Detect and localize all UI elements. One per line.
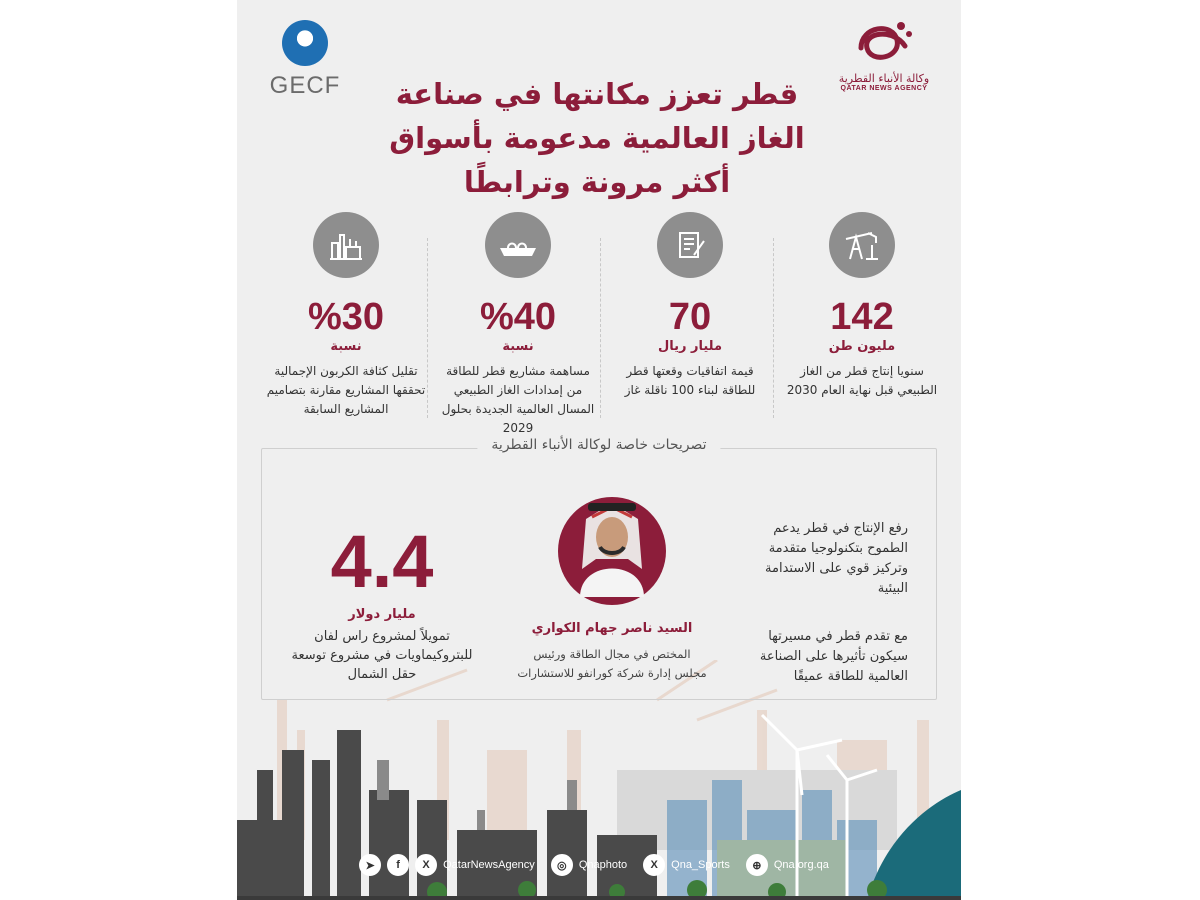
gecf-logo-text: GECF [269,72,341,99]
stat-description: مساهمة مشاريع قطر للطاقة من إمدادات الغاز الطبيعي المسال العالمية الجديدة بحلول 2029 [441,364,595,435]
person-role-line: المختص في مجال الطاقة ورئيس [533,647,691,661]
stat-value: 70 [668,296,712,338]
stat-unit: مليار ريال [657,339,723,354]
stat-value: %40 [479,296,557,338]
stat-description: سنويا إنتاج قطر من الغاز الطبيعي قبل نهاية العام 2030 [786,364,938,397]
oil-pump-icon [829,212,895,278]
social-handle[interactable]: QatarNewsAgency [443,859,535,871]
title-line: قطر تعزز مكانتها في صناعة [395,77,799,111]
website-link[interactable]: Qna.org.qa [773,859,829,871]
stat-unit: مليون طن [828,339,896,354]
stat-production [777,212,947,400]
social-handle[interactable]: Qna_Sports [671,859,730,871]
stat-description: قيمة اتفاقيات وقعتها قطر للطاقة لبناء 100 ناقلة غاز [624,364,756,397]
contract-signing-icon [657,212,723,278]
stat-carbon [261,212,431,419]
qna-logo [829,18,939,92]
qna-logo-arabic: وكالة الأنباء القطرية [838,72,930,85]
stat-unit: نسبة [502,339,534,354]
big-stat-unit: مليار دولار [348,607,416,622]
stat-value: %30 [307,296,385,338]
social-handle[interactable]: Qnaphoto [578,859,628,871]
person-role [487,645,737,683]
stat-value: 142 [830,296,894,338]
stat-agreements [605,212,775,400]
big-stat-value: 4.4 [330,520,434,603]
infographic-poster [237,0,961,900]
statements-title: تصريحات خاصة لوكالة الأنباء القطرية [477,437,720,453]
big-stat-description: تمويلاً لمشروع راس لفان للبتروكيماويات في مشروع توسعة حقل الشمال [291,629,473,682]
x-icon[interactable]: X [415,854,437,876]
stat-lng-share [433,212,603,438]
quote: رفع الإنتاج في قطر يدعم الطموح بتكنولوجيا متقدمة وتركيز قوي على الاستدامة البيئية [765,521,908,596]
person-portrait [552,489,672,609]
title-line: الغاز العالمية مدعومة بأسواق [389,121,805,155]
page-title [387,72,807,204]
facebook-icon[interactable]: f [387,854,409,876]
lng-tanker-icon [485,212,551,278]
telegram-icon[interactable]: ➤ [359,854,381,876]
person-name: السيد ناصر جهام الكواري [531,621,693,636]
social-footer [237,850,961,880]
refinery-icon [313,212,379,278]
instagram-icon[interactable]: ◎ [551,854,573,876]
qna-emblem-icon [829,18,939,70]
stat-unit: نسبة [330,339,362,354]
statements-box [261,437,937,700]
gas-flame-icon [282,20,328,66]
person-role-line: مجلس إدارة شركة كورانفو للاستشارات [517,666,707,680]
x-icon[interactable]: X [643,854,665,876]
quote: مع تقدم قطر في مسيرتها سيكون تأثيرها على الصناعة العالمية للطاقة عميقًا [759,629,908,684]
title-line: أكثر مرونة وترابطًا [463,165,731,199]
qna-logo-english: QATAR NEWS AGENCY [840,85,928,92]
globe-icon[interactable]: ⊕ [746,854,768,876]
gecf-logo [265,20,345,100]
stat-description: تقليل كثافة الكربون الإجمالية تحققها المشاريع مقارنة بتصاميم المشاريع السابقة [266,364,426,416]
